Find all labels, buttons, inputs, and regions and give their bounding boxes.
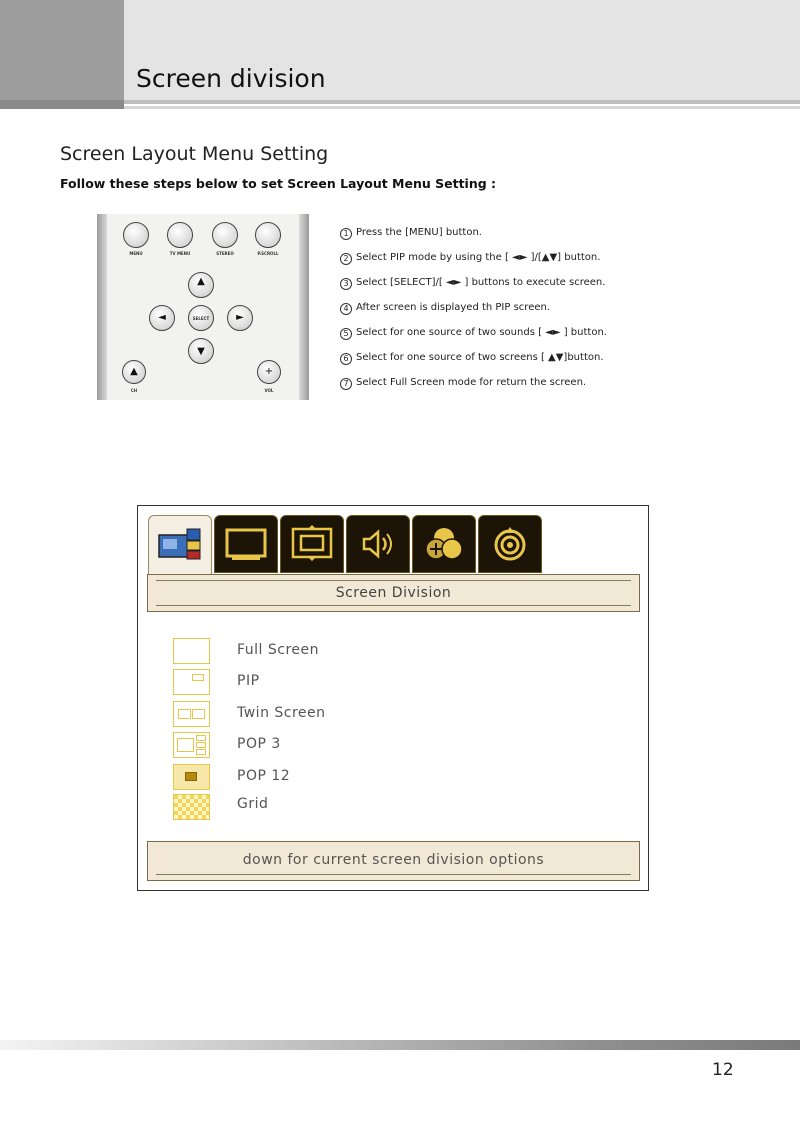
osd-menu xyxy=(137,505,649,891)
tab-sound[interactable] xyxy=(346,515,410,573)
ch-up-icon: ▲ xyxy=(130,366,138,377)
remote-stereo-button xyxy=(212,222,238,248)
remote-edge-left xyxy=(97,214,107,400)
triangle-left-icon: ◄ xyxy=(158,312,166,323)
remote-menu-label: MENU xyxy=(129,251,143,256)
step-number: 2 xyxy=(340,253,352,265)
remote-control-illustration xyxy=(97,214,309,400)
pop12-icon xyxy=(173,764,210,790)
list-item xyxy=(340,326,607,351)
remote-edge-right xyxy=(299,214,309,400)
screen-division-icon xyxy=(157,525,203,565)
menu-footer-bar xyxy=(147,841,640,881)
page-title: Screen division xyxy=(136,64,326,93)
menu-title-bar xyxy=(147,574,640,612)
list-item xyxy=(340,276,607,301)
tab-screen-division[interactable] xyxy=(148,515,212,575)
position-icon xyxy=(290,525,334,563)
sound-icon xyxy=(356,526,400,562)
tab-setup[interactable] xyxy=(478,515,542,573)
page-number: 12 xyxy=(712,1060,734,1080)
step-text: Select [SELECT]/[ ◄► ] buttons to execute screen. xyxy=(356,277,606,288)
step-number: 1 xyxy=(340,228,352,240)
list-item xyxy=(340,376,607,401)
step-text: Select for one source of two sounds [ ◄► ] button. xyxy=(356,327,607,338)
section-subtitle: Follow these steps below to set Screen Layout Menu Setting : xyxy=(60,176,497,191)
remote-tvmenu-button xyxy=(167,222,193,248)
setup-icon xyxy=(488,525,532,563)
header-accent-block xyxy=(0,0,124,100)
title-rule-top xyxy=(156,580,631,581)
option-label: Full Screen xyxy=(237,642,320,658)
triangle-up-icon: ▲ xyxy=(197,276,205,287)
option-label: Twin Screen xyxy=(237,705,326,721)
remote-menu-button xyxy=(123,222,149,248)
list-item xyxy=(340,251,607,276)
step-number: 6 xyxy=(340,353,352,365)
grid-icon xyxy=(173,794,210,820)
triangle-down-icon: ▼ xyxy=(197,346,205,357)
remote-ch-label: CH xyxy=(130,388,138,393)
step-text: After screen is displayed th PIP screen. xyxy=(356,302,551,313)
option-label: POP 12 xyxy=(237,768,291,784)
pip-icon xyxy=(173,669,210,695)
plus-icon: + xyxy=(264,366,274,377)
step-number: 7 xyxy=(340,378,352,390)
footer-rule xyxy=(156,874,631,875)
remote-vol-label: VOL xyxy=(264,388,274,393)
title-rule-bottom xyxy=(156,605,631,606)
menu-footer-hint: down for current screen division options xyxy=(242,852,545,868)
remote-pscroll-button xyxy=(255,222,281,248)
step-text: Select for one source of two screens [ ▲▼]button. xyxy=(356,352,604,363)
list-item xyxy=(340,226,607,251)
footer-gradient-bar xyxy=(0,1040,800,1050)
triangle-right-icon: ► xyxy=(236,312,244,323)
tab-position[interactable] xyxy=(280,515,344,573)
list-item xyxy=(340,301,607,326)
full-screen-icon xyxy=(173,638,210,664)
picture-icon xyxy=(224,527,268,561)
remote-stereo-label: STEREO xyxy=(216,251,234,256)
step-number: 3 xyxy=(340,278,352,290)
twin-screen-icon xyxy=(173,701,210,727)
menu-title: Screen Division xyxy=(335,585,452,601)
steps-list xyxy=(340,226,607,401)
header-rule-accent xyxy=(0,100,124,109)
color-icon xyxy=(422,525,466,563)
tab-picture[interactable] xyxy=(214,515,278,573)
remote-tvmenu-label: TV MENU xyxy=(169,251,191,256)
tab-color[interactable] xyxy=(412,515,476,573)
step-number: 4 xyxy=(340,303,352,315)
remote-pscroll-label: P.SCROLL xyxy=(257,251,279,256)
option-label: Grid xyxy=(237,796,269,812)
step-text: Select Full Screen mode for return the screen. xyxy=(356,377,587,388)
step-text: Select PIP mode by using the [ ◄► ]/[▲▼] button. xyxy=(356,252,601,263)
section-title: Screen Layout Menu Setting xyxy=(60,143,329,165)
list-item xyxy=(340,351,607,376)
step-text: Press the [MENU] button. xyxy=(356,227,482,238)
pop3-icon xyxy=(173,732,210,758)
remote-select-label: SELECT xyxy=(192,316,210,321)
step-number: 5 xyxy=(340,328,352,340)
option-label: POP 3 xyxy=(237,736,281,752)
option-label: PIP xyxy=(237,673,260,689)
